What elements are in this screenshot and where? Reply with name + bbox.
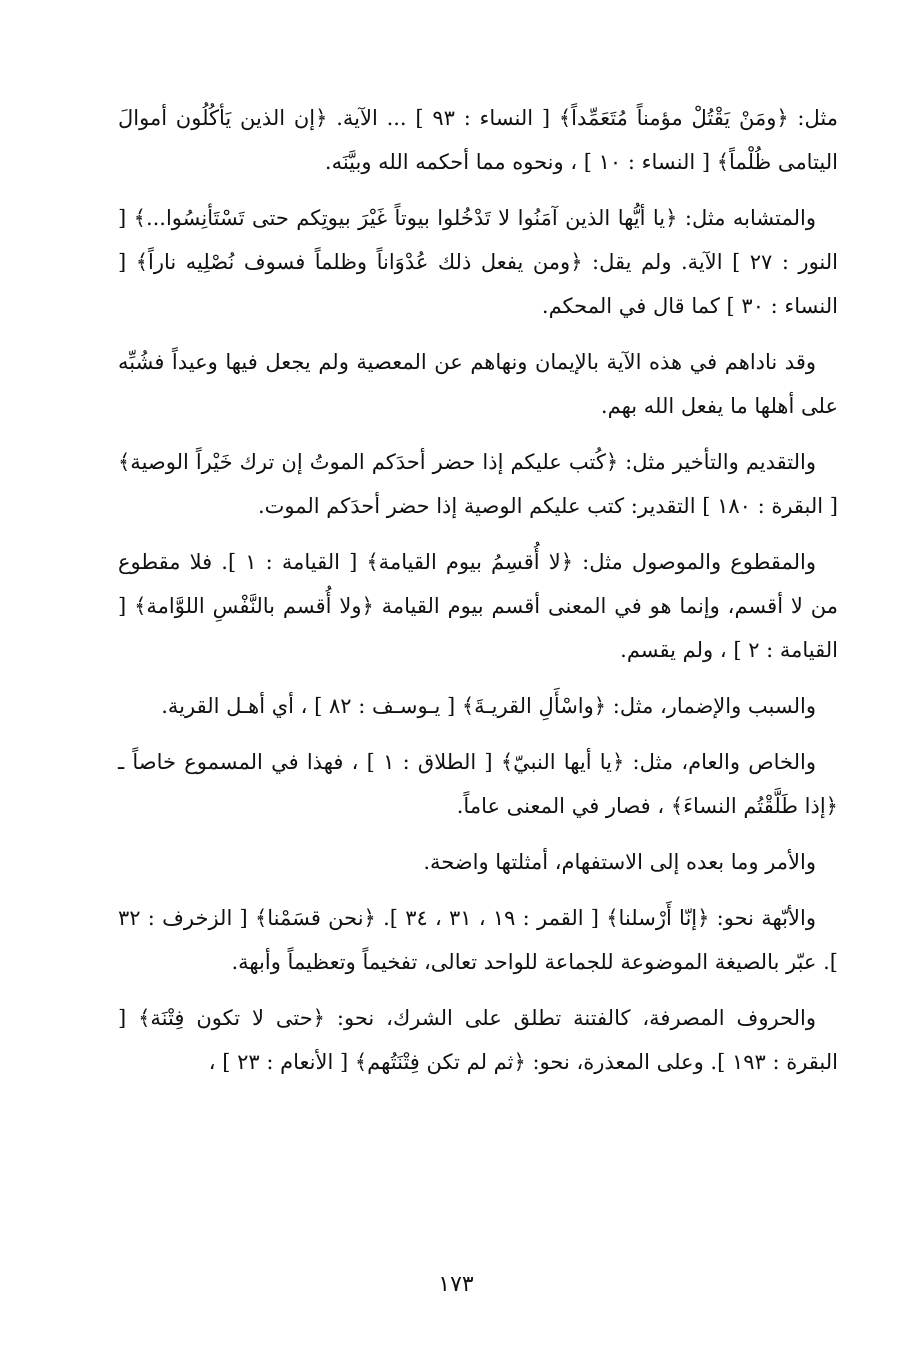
paragraph-ubbaha: والأبّهة نحو: ﴿إنّا أَرْسلنا﴾ [ القمر : ١٩ ، ٣١ ، ٣٤ ]. ﴿نحن قسَمْنا﴾ [ الزخرف : ٣٢ ]. عبّر بالصيغة الموضوعة للجماعة للواحد تعالى، تفخيماً وتعظيماً وأبهة. — [118, 906, 838, 974]
paragraph-huruf-musarrafa: والحروف المصرفة، كالفتنة تطلق على الشرك، نحو: ﴿حتى لا تكون فِتْنَة﴾ [ البقرة : ١٩٣ ]. وعلى المعذرة، نحو: ﴿ثم لم تكن فِتْنَتُهم﴾ [ الأنعام : ٢٣ ] ، — [118, 1006, 838, 1074]
paragraph-maqtu-mawsul: والمقطوع والموصول مثل: ﴿لا أُقسِمُ بيوم القيامة﴾ [ القيامة : ١ ]. فلا مقطوع من لا أقسم، وإنما هو في المعنى أقسم بيوم القيامة ﴿ولا أُقسم بالنَّفْسِ اللوَّامة﴾ [ القيامة : ٢ ] ، ولم يقسم. — [118, 550, 838, 662]
page-number: ١٧٣ — [438, 1272, 474, 1297]
paragraph-sabab-idmar: والسبب والإضمار، مثل: ﴿واسْأَلِ القريـةَ﴾ [ يـوسـف : ٨٢ ] ، أي أهـل القرية. — [161, 694, 816, 718]
paragraph-taqdim-takhir: والتقديم والتأخير مثل: ﴿كُتب عليكم إذا حضر أحدَكم الموتُ إن ترك خَيْراً الوصية﴾ [ البقرة : ١٨٠ ] التقدير: كتب عليكم الوصية إذا حضر أحدَكم الموت. — [118, 450, 838, 518]
paragraph-amr-istifham: والأمر وما بعده إلى الاستفهام، أمثلتها واضحة. — [423, 850, 816, 874]
paragraph-muhkam-examples: مثل: ﴿ومَنْ يَقْتُلْ مؤمناً مُتَعَمِّداً﴾ [ النساء : ٩٣ ] ... الآية. ﴿إن الذين يَأكُلُون أموالَ اليتامى ظُلْماً﴾ [ النساء : ١٠ ] ، ونحوه مما أحكمه الله وبيَّنَه. — [118, 106, 838, 174]
paragraph-nida: وقد ناداهم في هذه الآية بالإيمان ونهاهم عن المعصية ولم يجعل فيها وعيداً فشُبِّه على أهلها ما يفعل الله بهم. — [118, 350, 838, 418]
page-body — [118, 96, 838, 1096]
paragraph-khass-amm: والخاص والعام، مثل: ﴿يا أيها النبيّ﴾ [ الطلاق : ١ ] ، فهذا في المسموع خاصاً ـ ﴿إذا طَلَّقْتُم النساءَ﴾ ، فصار في المعنى عاماً. — [118, 750, 838, 818]
paragraph-mutashabih: والمتشابه مثل: ﴿يا أيُّها الذين آمَنُوا لا تَدْخُلوا بيوتاً غَيْرَ بيوتِكم حتى تَسْتَأنِسُوا...﴾ [ النور : ٢٧ ] الآية. ولم يقل: ﴿ومن يفعل ذلك عُدْوَاناً وظلماً فسوف نُصْلِيه ناراً﴾ [ النساء : ٣٠ ] كما قال في المحكم. — [118, 206, 838, 318]
